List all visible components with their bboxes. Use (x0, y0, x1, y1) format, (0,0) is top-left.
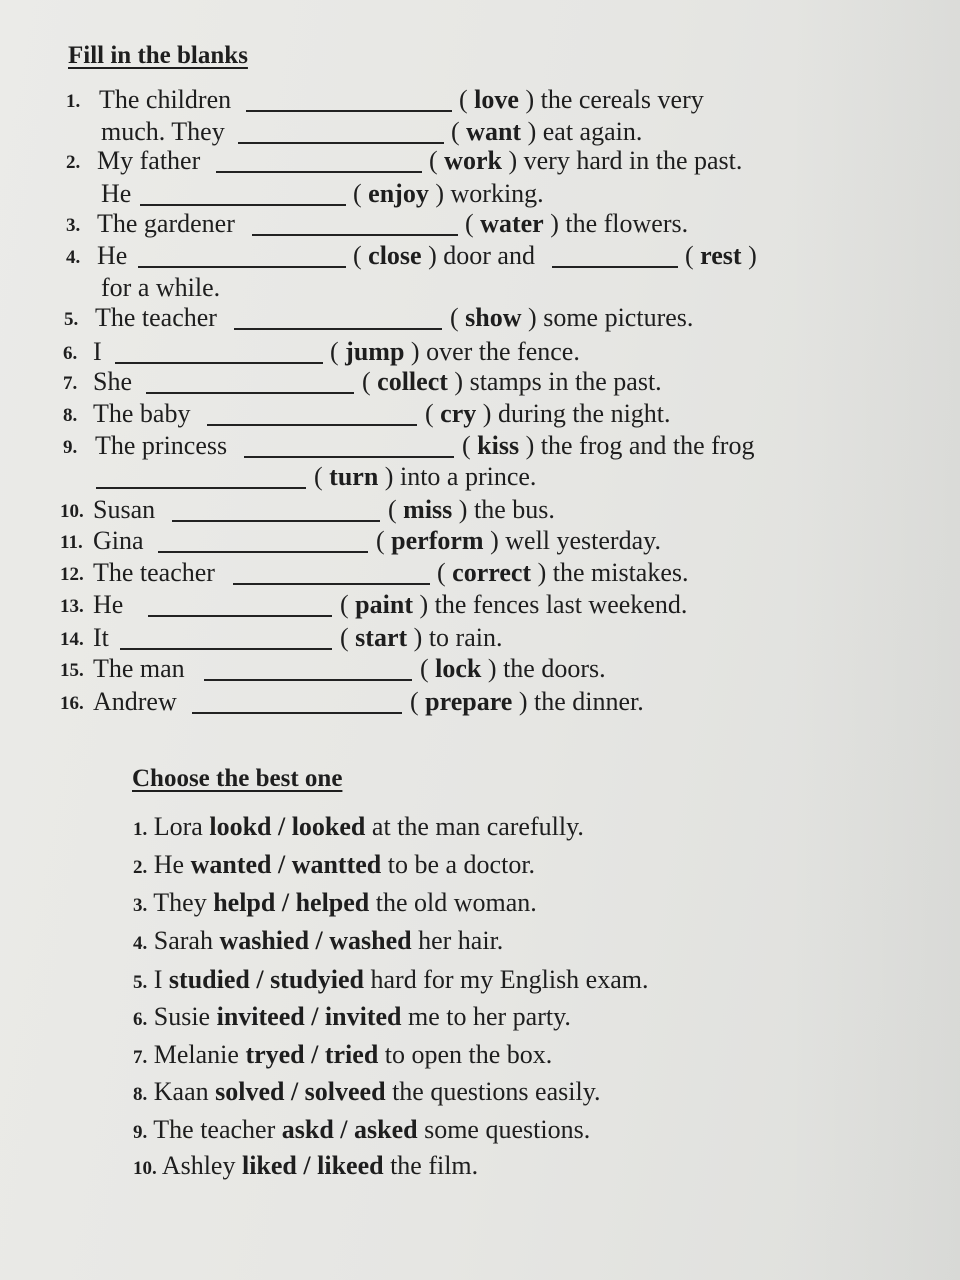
choose-section-title: Choose the best one (132, 765, 343, 792)
sentence-start: Melanie (147, 1040, 246, 1069)
verb-word: close (368, 241, 422, 270)
answer-options[interactable]: askd / asked (281, 1115, 418, 1144)
answer-blank[interactable] (238, 120, 444, 144)
sentence-end: her hair. (411, 926, 504, 955)
answer-options[interactable]: wanted / wantted (190, 850, 382, 879)
item-number: 14. (60, 629, 84, 650)
sentence-start: He (97, 241, 128, 270)
item-number: 12. (60, 564, 84, 585)
verb-hint: ( prepare ) the dinner. (410, 687, 644, 716)
answer-blank[interactable] (120, 626, 332, 650)
verb-hint: ( miss ) the bus. (388, 495, 555, 524)
sentence-end: the questions easily. (385, 1077, 601, 1106)
verb-hint: ( want ) eat again. (451, 117, 643, 146)
item-number: 8. (133, 1084, 148, 1105)
choice-item (133, 849, 535, 881)
answer-blank[interactable] (233, 561, 430, 585)
sentence-start: Gina (93, 526, 144, 555)
verb-word: work (444, 146, 502, 175)
answer-options[interactable]: helpd / helped (213, 888, 370, 917)
answer-blank[interactable] (138, 244, 346, 268)
verb-word: correct (452, 558, 532, 587)
verb-word: show (465, 303, 522, 332)
item-number: 2. (66, 152, 81, 173)
sentence-start: It (93, 623, 109, 652)
sentence-end: to open the box. (378, 1040, 553, 1069)
sentence-start: My father (97, 146, 201, 175)
sentence-end: door and (436, 241, 535, 270)
answer-blank[interactable] (252, 212, 458, 236)
sentence-end: eat again. (536, 117, 643, 146)
sentence-end: some questions. (417, 1115, 591, 1144)
item-number: 4. (66, 247, 81, 268)
verb-hint: ( work ) very hard in the past. (429, 146, 743, 175)
answer-blank[interactable] (192, 690, 402, 714)
verb-word: cry (440, 399, 477, 428)
answer-blank[interactable] (140, 182, 346, 206)
sentence-start: She (93, 367, 132, 396)
sentence-start: Ashley (156, 1151, 242, 1180)
choice-item (133, 887, 537, 919)
choice-item (133, 811, 584, 843)
answer-blank[interactable] (246, 88, 452, 112)
item-number: 5. (133, 972, 148, 993)
sentence-start: for a while. (101, 273, 221, 302)
answer-options[interactable]: liked / likeed (241, 1151, 384, 1180)
item-number: 5. (64, 309, 79, 330)
choice-item (133, 1114, 590, 1146)
verb-hint: ( paint ) the fences last weekend. (340, 590, 688, 619)
choice-item (133, 1076, 601, 1108)
verb-word: paint (355, 590, 413, 619)
page-shadow (790, 0, 960, 1280)
sentence-end: at the man carefully. (365, 812, 584, 841)
verb-hint: ( kiss ) the frog and the frog (462, 431, 755, 460)
answer-options[interactable]: tryed / tried (245, 1040, 379, 1069)
item-number: 1. (66, 91, 81, 112)
sentence-start: Susan (93, 495, 156, 524)
answer-blank[interactable] (234, 306, 442, 330)
sentence-start: I (147, 965, 169, 994)
verb-hint: ( show ) some pictures. (450, 303, 694, 332)
sentence-start: They (147, 888, 214, 917)
item-number: 10. (60, 501, 84, 522)
answer-options[interactable]: solved / solveed (215, 1077, 386, 1106)
answer-blank[interactable] (146, 370, 354, 394)
verb-word: kiss (477, 431, 520, 460)
sentence-start: He (93, 590, 124, 619)
verb-hint: ( water ) the flowers. (465, 209, 689, 238)
answer-options[interactable]: lookd / looked (209, 812, 366, 841)
sentence-start: The teacher (147, 1115, 282, 1144)
sentence-start: The gardener (97, 209, 235, 238)
item-number: 7. (63, 373, 78, 394)
verb-word: rest (700, 241, 742, 270)
verb-word: prepare (425, 687, 513, 716)
sentence-end: hard for my English exam. (364, 965, 649, 994)
sentence-end: the film. (383, 1151, 479, 1180)
verb-word: water (480, 209, 544, 238)
sentence-end: the bus. (467, 495, 555, 524)
sentence-start: Sarah (147, 926, 220, 955)
verb-word: miss (403, 495, 453, 524)
verb-hint: ( love ) the cereals very (459, 85, 704, 114)
sentence-end: the fences last weekend. (428, 590, 688, 619)
verb-hint: ( turn ) into a prince. (314, 462, 537, 491)
item-number: 6. (63, 343, 78, 364)
sentence-end: very hard in the past. (517, 146, 743, 175)
choice-item (133, 1150, 478, 1182)
answer-blank[interactable] (244, 434, 454, 458)
sentence-start: The baby (93, 399, 191, 428)
verb-hint: ( rest ) (685, 241, 757, 270)
sentence-end: to rain. (422, 623, 503, 652)
answer-options[interactable]: studied / studyied (168, 965, 364, 994)
item-number: 9. (133, 1122, 148, 1143)
sentence-start: He (101, 179, 132, 208)
sentence-start: Lora (147, 812, 210, 841)
answer-blank[interactable] (216, 149, 422, 173)
verb-hint: ( jump ) over the fence. (330, 337, 580, 366)
answer-blank[interactable] (207, 402, 417, 426)
answer-blank[interactable] (115, 340, 323, 364)
verb-hint: ( lock ) the doors. (420, 654, 606, 683)
item-number: 3. (133, 895, 148, 916)
verb-hint: ( collect ) stamps in the past. (362, 367, 662, 396)
item-number: 4. (133, 933, 148, 954)
sentence-end: the frog and the frog (534, 431, 755, 460)
verb-hint: ( close ) door and (353, 241, 535, 270)
verb-hint: ( cry ) during the night. (425, 399, 671, 428)
item-number: 13. (60, 596, 84, 617)
answer-blank[interactable] (204, 657, 412, 681)
sentence-start: The children (99, 85, 232, 114)
sentence-end: working. (444, 179, 544, 208)
sentence-end: the dinner. (527, 687, 644, 716)
sentence-end: the old woman. (369, 888, 537, 917)
item-number: 7. (133, 1047, 148, 1068)
answer-options[interactable]: washied / washed (219, 926, 412, 955)
sentence-start: He (147, 850, 191, 879)
sentence-start: Susie (147, 1002, 217, 1031)
item-number: 3. (66, 215, 81, 236)
item-number: 16. (60, 693, 84, 714)
sentence-end: the doors. (496, 654, 606, 683)
sentence-end: into a prince. (393, 462, 537, 491)
sentence-end: well yesterday. (498, 526, 661, 555)
sentence-end: over the fence. (419, 337, 580, 366)
verb-hint: ( correct ) the mistakes. (437, 558, 689, 587)
verb-word: turn (329, 462, 379, 491)
verb-word: jump (345, 337, 405, 366)
fill-section-title: Fill in the blanks (68, 42, 248, 69)
answer-blank[interactable] (96, 465, 306, 489)
answer-blank[interactable] (158, 529, 368, 553)
choice-item (133, 1001, 571, 1033)
sentence-end: me to her party. (401, 1002, 571, 1031)
item-number: 2. (133, 857, 148, 878)
sentence-end: to be a doctor. (381, 850, 536, 879)
item-number: 11. (60, 532, 83, 553)
choice-item (133, 925, 503, 957)
answer-blank[interactable] (172, 498, 380, 522)
answer-options[interactable]: inviteed / invited (216, 1002, 402, 1031)
verb-word: start (355, 623, 408, 652)
sentence-start: The princess (95, 431, 228, 460)
sentence-start: Kaan (147, 1077, 216, 1106)
verb-word: love (474, 85, 519, 114)
sentence-end: the flowers. (558, 209, 689, 238)
item-number: 9. (63, 437, 78, 458)
sentence-end: the cereals very (534, 85, 704, 114)
item-number: 1. (133, 819, 148, 840)
item-number: 10. (133, 1158, 157, 1179)
verb-word: collect (377, 367, 448, 396)
item-number: 6. (133, 1009, 148, 1030)
item-number: 15. (60, 660, 84, 681)
verb-hint: ( enjoy ) working. (353, 179, 544, 208)
choice-item (133, 964, 649, 996)
verb-word: lock (435, 654, 482, 683)
sentence-start: The teacher (95, 303, 217, 332)
sentence-end: some pictures. (536, 303, 694, 332)
answer-blank[interactable] (552, 244, 678, 268)
sentence-start: The teacher (93, 558, 215, 587)
sentence-start: I (93, 337, 102, 366)
verb-word: want (466, 117, 522, 146)
sentence-start: much. They (101, 117, 225, 146)
verb-hint: ( start ) to rain. (340, 623, 503, 652)
verb-word: perform (391, 526, 484, 555)
choice-item (133, 1039, 552, 1071)
sentence-end: the mistakes. (546, 558, 689, 587)
verb-word: enjoy (368, 179, 429, 208)
answer-blank[interactable] (148, 593, 332, 617)
sentence-end: during the night. (491, 399, 671, 428)
sentence-start: Andrew (93, 687, 177, 716)
sentence-start: The man (93, 654, 185, 683)
item-number: 8. (63, 405, 78, 426)
verb-hint: ( perform ) well yesterday. (376, 526, 661, 555)
sentence-end: stamps in the past. (463, 367, 662, 396)
